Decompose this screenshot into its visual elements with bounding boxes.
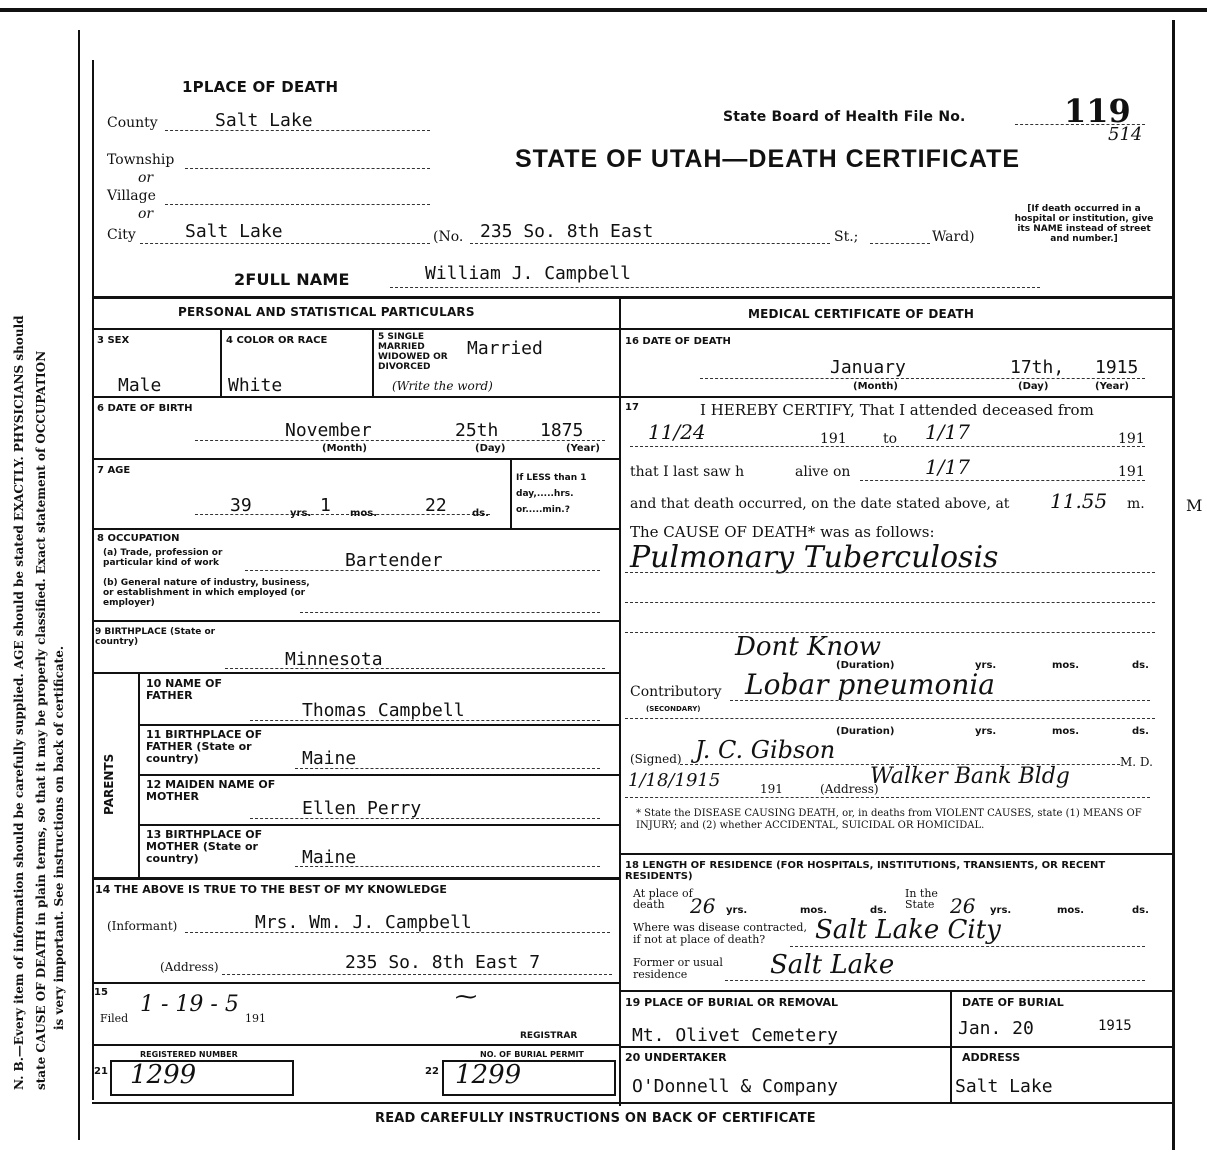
at-place-years-caption: yrs.	[726, 905, 748, 916]
sex-divider	[220, 328, 222, 396]
contracted-line	[790, 946, 1145, 947]
footer-instructions: READ CAREFULLY INSTRUCTIONS ON BACK OF CERTIFICATE	[375, 1111, 816, 1126]
residence-label: 18 LENGTH OF RESIDENCE (FOR HOSPITALS, INSTITUTIONS, TRANSIENTS, OR RECENT RESIDENTS)	[625, 860, 1106, 882]
filed-number: 15	[94, 987, 108, 998]
burial-date-value: Jan. 20	[958, 1018, 1034, 1039]
contributory-months-caption: mos.	[1052, 726, 1080, 737]
file-number-handwritten: 514	[1108, 124, 1143, 145]
color-value: White	[228, 375, 283, 396]
edge-mark: M	[1186, 496, 1203, 515]
file-number-value: 119	[1064, 92, 1131, 130]
certify-line-2b: alive on	[795, 464, 851, 480]
village-label: Village	[107, 188, 156, 204]
contributory-label: Contributory	[630, 684, 722, 700]
dob-year-caption: (Year)	[566, 443, 600, 454]
signed-year-label: 191	[760, 782, 783, 796]
frame-left-inner	[92, 60, 94, 1100]
at-place-label: At place of death	[633, 887, 693, 911]
left-row-line-11	[92, 982, 619, 984]
left-row-line-1	[92, 328, 619, 330]
burial-date-label: DATE OF BURIAL	[962, 996, 1064, 1009]
last-seen-value: 1/17	[925, 455, 970, 479]
in-state-days-caption: ds.	[1132, 905, 1149, 916]
former-residence-value: Salt Lake	[770, 950, 895, 980]
attend-from-value: 11/24	[648, 420, 706, 444]
registrar-signature: ⁓	[455, 985, 477, 1010]
table-bottom-line	[92, 1102, 1172, 1104]
in-state-label: In the State	[905, 887, 938, 911]
contributory-line-2	[625, 718, 1155, 719]
left-row-line-6	[92, 672, 619, 674]
last-seen-line	[860, 480, 1145, 481]
former-residence-line	[725, 980, 1145, 981]
undertaker-address-value: Salt Lake	[955, 1076, 1053, 1097]
informant-value: Mrs. Wm. J. Campbell	[255, 912, 472, 933]
occupation-industry-label: (b) General nature of industry, business, or establishment in which employed (or employer)	[103, 578, 310, 608]
street-address-value: 235 So. 8th East	[480, 221, 654, 242]
father-birthplace-value: Maine	[302, 748, 357, 769]
cause-line-1	[625, 572, 1155, 573]
right-row-line-2	[619, 396, 1172, 398]
occupation-value: Bartender	[345, 550, 443, 571]
age-years: 39	[230, 495, 252, 516]
date-of-death-line	[700, 378, 1145, 379]
contributory-duration-label: (Duration)	[836, 726, 895, 737]
secondary-label: (SECONDARY)	[646, 705, 701, 713]
signed-label: (Signed)	[630, 752, 682, 766]
contracted-value: Salt Lake City	[815, 915, 1001, 945]
township-label: Township	[107, 152, 175, 168]
table-top-line	[92, 296, 1172, 299]
registered-number-index: 21	[94, 1066, 108, 1077]
left-row-line-9	[138, 824, 619, 826]
contributory-years-caption: yrs.	[975, 726, 997, 737]
filed-date-value: 1 - 19 - 5	[140, 992, 239, 1017]
full-name-line	[390, 287, 1040, 288]
burial-permit-index: 22	[425, 1066, 439, 1077]
mother-name-label: 12 MAIDEN NAME OF MOTHER	[146, 778, 276, 803]
burial-permit-value: 1299	[455, 1060, 522, 1090]
undertaker-address-label: ADDRESS	[962, 1051, 1021, 1064]
street-line	[470, 243, 830, 244]
frame-right-edge	[1172, 20, 1175, 1150]
full-name-label: 2FULL NAME	[234, 270, 350, 289]
dob-year: 1875	[540, 420, 584, 441]
md-label: M. D.	[1120, 755, 1153, 769]
mother-birthplace-value: Maine	[302, 847, 357, 868]
color-divider	[372, 328, 374, 396]
contracted-label: Where was disease contracted, if not at place of death?	[633, 921, 807, 946]
father-name-value: Thomas Campbell	[302, 700, 465, 721]
or-label-2: or	[138, 206, 154, 222]
death-time-value: 11.55	[1050, 489, 1108, 513]
marital-note: (Write the word)	[392, 379, 493, 393]
filed-year-label: 191	[245, 1012, 266, 1025]
dob-day: 25th	[455, 420, 499, 441]
mother-name-value: Ellen Perry	[302, 798, 422, 819]
marital-value: Married	[467, 338, 543, 359]
death-day-caption: (Day)	[1018, 381, 1049, 392]
mother-birthplace-label: 13 BIRTHPLACE OF MOTHER (State or country)	[146, 828, 263, 865]
duration-label: (Duration)	[836, 660, 895, 671]
right-row-line-3	[619, 853, 1172, 855]
registered-number-label: REGISTERED NUMBER	[140, 1050, 238, 1059]
dob-label: 6 DATE OF BIRTH	[97, 403, 193, 414]
burial-place-label: 19 PLACE OF BURIAL OR REMOVAL	[625, 996, 838, 1009]
cause-line-2	[625, 602, 1155, 603]
margin-instruction-line1: N. B.—Every item of information should be carefully supplied. AGE should be stated EXACTLY. PHYSICIANS should	[12, 315, 26, 1090]
attend-year-2: 191	[1118, 431, 1145, 447]
left-row-line-10	[92, 877, 619, 880]
registered-number-value: 1299	[130, 1060, 197, 1090]
duration-months-caption: mos.	[1052, 660, 1080, 671]
contributory-value: Lobar pneumonia	[745, 668, 996, 701]
ward-line	[870, 243, 930, 244]
city-label: City	[107, 227, 136, 243]
age-years-caption: yrs.	[290, 508, 312, 519]
right-row-line-5	[619, 1046, 1172, 1048]
attend-to-value: 1/17	[925, 420, 970, 444]
signed-date-value: 1/18/1915	[628, 770, 721, 791]
signed-address-label: (Address)	[820, 782, 879, 796]
county-label: County	[107, 115, 158, 131]
left-row-line-5	[92, 620, 619, 622]
informant-label: (Informant)	[107, 919, 178, 933]
occupation-trade-label: (a) Trade, profession or particular kind of work	[103, 548, 223, 568]
certify-line-1: I HEREBY CERTIFY, That I attended deceased from	[700, 401, 1094, 419]
informant-header: 14 THE ABOVE IS TRUE TO THE BEST OF MY KNOWLEDGE	[95, 883, 447, 896]
death-month: January	[830, 357, 906, 378]
table-center-divider	[619, 296, 621, 1106]
left-row-line-3	[92, 458, 619, 460]
signed-address-line	[625, 797, 1150, 798]
left-row-line-12	[92, 1044, 619, 1046]
at-place-months-caption: mos.	[800, 905, 828, 916]
hospital-note: [If death occurred in a hospital or institution, give its NAME instead of street and number.]	[1014, 204, 1154, 244]
age-label: 7 AGE	[97, 465, 131, 476]
age-days-caption: ds.	[472, 508, 489, 519]
former-residence-label: Former or usual residence	[633, 956, 723, 981]
margin-instruction-line3: is very important. See instructions on back of certificate.	[52, 645, 66, 1030]
at-place-days-caption: ds.	[870, 905, 887, 916]
at-place-years: 26	[690, 894, 716, 918]
filed-label: Filed	[100, 1012, 129, 1025]
burial-place-value: Mt. Olivet Cemetery	[632, 1025, 838, 1046]
cause-line-3	[625, 632, 1155, 633]
in-state-years: 26	[950, 894, 976, 918]
certify-line-3: and that death occurred, on the date stated above, at	[630, 496, 1010, 512]
street-no-label: (No.	[433, 229, 464, 245]
sex-label: 3 SEX	[97, 335, 130, 346]
ward-label: Ward)	[932, 229, 975, 245]
in-state-months-caption: mos.	[1057, 905, 1085, 916]
county-value: Salt Lake	[215, 110, 313, 131]
birthplace-label: 9 BIRTHPLACE (State or country)	[95, 627, 216, 647]
township-line	[185, 168, 430, 169]
death-month-caption: (Month)	[853, 381, 898, 392]
attend-to-label: to	[883, 431, 898, 447]
death-year: 1915	[1095, 357, 1139, 378]
color-label: 4 COLOR OR RACE	[226, 335, 328, 346]
duration-years-caption: yrs.	[975, 660, 997, 671]
frame-left-edge	[78, 30, 80, 1140]
death-time-unit: m.	[1127, 496, 1145, 512]
certify-number: 17	[625, 402, 639, 413]
personal-section-title: PERSONAL AND STATISTICAL PARTICULARS	[178, 305, 475, 319]
dob-month: November	[285, 420, 372, 441]
cause-label: The CAUSE OF DEATH* was as follows:	[630, 523, 935, 541]
informant-address-label: (Address)	[160, 960, 219, 974]
dob-day-caption: (Day)	[475, 443, 506, 454]
or-label-1: or	[138, 170, 154, 186]
city-value: Salt Lake	[185, 221, 283, 242]
contributory-days-caption: ds.	[1132, 726, 1149, 737]
left-row-line-2	[92, 396, 619, 398]
certificate-title: STATE OF UTAH—DEATH CERTIFICATE	[515, 145, 1021, 173]
undertaker-label: 20 UNDERTAKER	[625, 1051, 727, 1064]
marital-label: 5 SINGLE MARRIED WIDOWED OR DIVORCED	[378, 332, 448, 372]
left-row-line-4	[92, 528, 619, 530]
place-of-death-label: 1PLACE OF DEATH	[182, 78, 339, 96]
age-days: 22	[425, 495, 447, 516]
duration-value: Dont Know	[735, 632, 882, 662]
cause-footnote: * State the DISEASE CAUSING DEATH, or, in deaths from VIOLENT CAUSES, state (1) MEANS OF INJURY; and (2) whether ACCIDENTAL, SUICIDAL OR HOMICIDAL.	[636, 808, 1142, 831]
date-of-death-label: 16 DATE OF DEATH	[625, 336, 731, 347]
medical-section-title: MEDICAL CERTIFICATE OF DEATH	[748, 307, 975, 321]
left-row-line-8	[138, 774, 619, 776]
certify-line-2a: that I last saw h	[630, 464, 745, 480]
cause-value: Pulmonary Tuberculosis	[630, 540, 999, 575]
street-st-label: St.;	[834, 229, 859, 245]
dob-month-caption: (Month)	[322, 443, 367, 454]
father-birthplace-label: 11 BIRTHPLACE OF FATHER (State or country)	[146, 728, 263, 765]
father-name-label: 10 NAME OF FATHER	[146, 677, 223, 702]
age-divider	[510, 458, 512, 528]
informant-address-value: 235 So. 8th East 7	[345, 952, 541, 973]
physician-signature: J. C. Gibson	[695, 736, 836, 764]
age-months-caption: mos.	[350, 508, 378, 519]
left-row-line-7	[138, 724, 619, 726]
death-year-caption: (Year)	[1095, 381, 1129, 392]
death-day: 17th,	[1010, 357, 1065, 378]
burial-permit-label: NO. OF BURIAL PERMIT	[480, 1050, 584, 1059]
occupation-industry-line	[300, 612, 600, 613]
margin-instruction-line2: state CAUSE OF DEATH in plain terms, so that it may be properly classified. Exact statement of OCCUPATION	[34, 350, 48, 1090]
sex-value: Male	[118, 375, 162, 396]
age-months: 1	[320, 495, 331, 516]
village-line	[165, 204, 430, 205]
city-line	[140, 243, 430, 244]
right-row-line-1	[619, 328, 1172, 330]
last-seen-year: 191	[1118, 464, 1145, 480]
file-number-label: State Board of Health File No.	[723, 109, 966, 125]
attend-year-1: 191	[820, 431, 847, 447]
occupation-label: 8 OCCUPATION	[97, 533, 180, 544]
burial-year: 1915	[1098, 1018, 1132, 1034]
full-name-value: William J. Campbell	[425, 263, 631, 284]
birthplace-value: Minnesota	[285, 649, 383, 670]
frame-top-edge	[0, 8, 1207, 12]
physician-address-value: Walker Bank Bldg	[870, 764, 1070, 789]
registrar-label: REGISTRAR	[520, 1031, 578, 1041]
duration-days-caption: ds.	[1132, 660, 1149, 671]
informant-address-line	[222, 974, 612, 975]
birthplace-line	[225, 668, 605, 669]
in-state-years-caption: yrs.	[990, 905, 1012, 916]
undertaker-value: O'Donnell & Company	[632, 1076, 838, 1097]
less-than-day-note: If LESS than 1 day,.....hrs. or.....min.?	[516, 473, 587, 515]
right-row-line-4	[619, 990, 1172, 992]
parents-label: PARENTS	[102, 753, 116, 815]
